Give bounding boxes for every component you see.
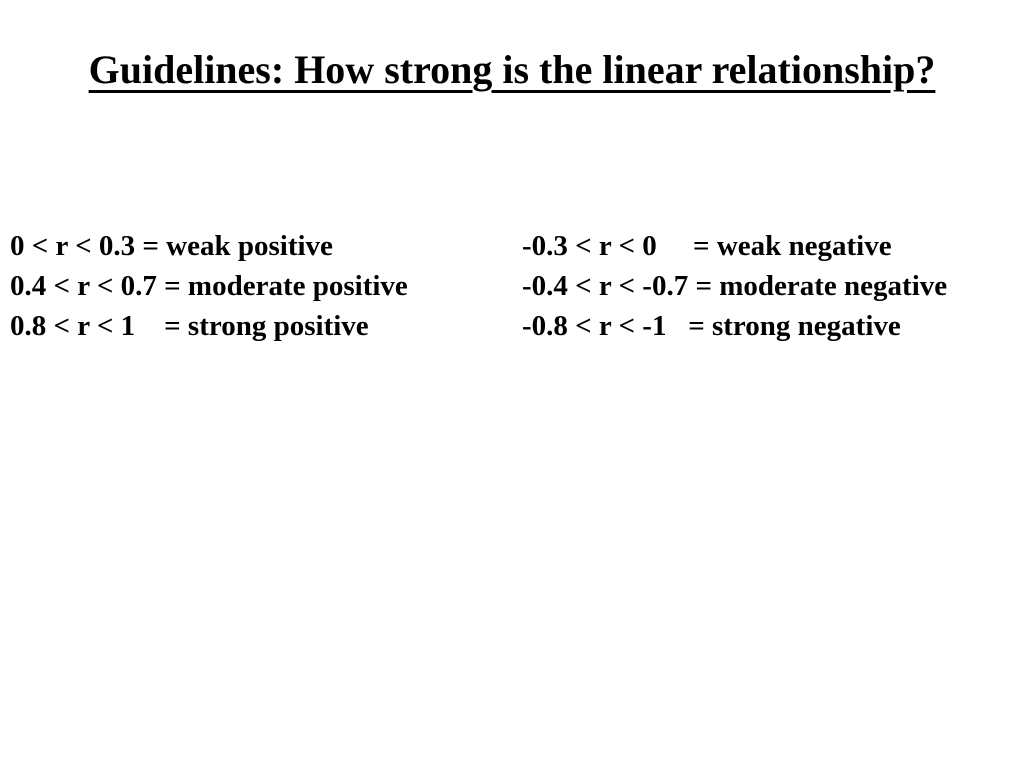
guideline-strong-negative: -0.8 < r < -1 = strong negative xyxy=(522,310,901,342)
guideline-row-strong xyxy=(10,306,1024,346)
guideline-moderate-positive: 0.4 < r < 0.7 = moderate positive xyxy=(10,270,408,302)
guideline-weak-positive: 0 < r < 0.3 = weak positive xyxy=(10,230,333,262)
slide-title xyxy=(0,46,1024,93)
guideline-row-weak xyxy=(10,226,1024,266)
guideline-moderate-negative: -0.4 < r < -0.7 = moderate negative xyxy=(522,270,948,302)
slide-title-text: Guidelines: How strong is the linear relationship? xyxy=(88,47,936,92)
guideline-weak-negative: -0.3 < r < 0 = weak negative xyxy=(522,230,892,262)
guideline-strong-positive: 0.8 < r < 1 = strong positive xyxy=(10,310,369,342)
guideline-row-moderate xyxy=(10,266,1024,306)
guidelines-list xyxy=(10,226,1024,346)
